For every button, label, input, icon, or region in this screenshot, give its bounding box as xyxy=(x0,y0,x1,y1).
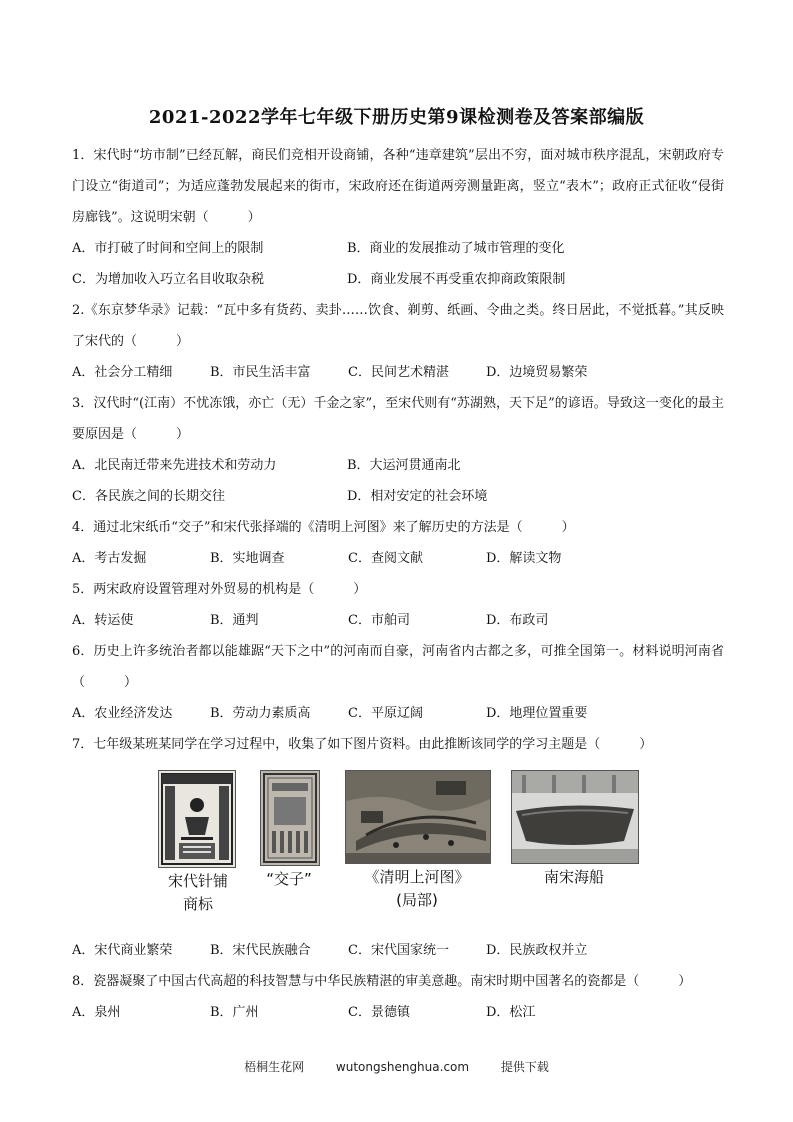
option-c: C．宋代国家统一 xyxy=(348,943,449,958)
image-southern-song-ship xyxy=(508,770,640,887)
option-d: D．边境贸易繁荣 xyxy=(486,365,588,380)
question-4-options xyxy=(72,543,724,574)
question-3-options xyxy=(72,450,724,512)
footer-url[interactable]: wutongshenghua.com xyxy=(335,1060,470,1074)
question-7: 7．七年级某班某同学在学习过程中，收集了如下图片资料。由此推断该同学的学习主题是（ ） xyxy=(72,737,653,752)
option-a: A．宋代商业繁荣 xyxy=(72,943,173,958)
caption-line-2: 商标 xyxy=(182,895,213,913)
option-d: D．解读文物 xyxy=(486,551,562,566)
option-c: C．民间艺术精湛 xyxy=(348,365,449,380)
caption-line-1: 《清明上河图》 xyxy=(364,868,470,886)
painting-picture xyxy=(345,770,491,864)
option-c: C．景德镇 xyxy=(348,1005,410,1020)
option-a: A．社会分工精细 xyxy=(72,365,173,380)
ship-picture xyxy=(511,770,639,864)
option-b: B．商业的发展推动了城市管理的变化 xyxy=(347,241,565,256)
option-b: B．宋代民族融合 xyxy=(210,943,311,958)
question-2: 2.《东京梦华录》记载：“瓦中多有货药、卖卦……饮食、剃剪、纸画、令曲之类。终日居此，不觉抵暮。”其反映了宋代的（ ） xyxy=(72,303,724,349)
option-c: C．市舶司 xyxy=(348,613,410,628)
option-d: D．布政司 xyxy=(486,613,549,628)
question-7-images xyxy=(72,764,724,929)
question-8: 8．瓷器凝聚了中国古代高超的科技智慧与中华民族精湛的审美意趣。南宋时期中国著名的瓷都是（ ） xyxy=(72,974,692,989)
question-list xyxy=(72,140,724,1028)
option-b: B．实地调查 xyxy=(210,551,285,566)
jiaozi-picture xyxy=(260,770,320,866)
caption-line-1: 南宋海船 xyxy=(543,868,604,886)
image-qingming-painting xyxy=(342,770,492,910)
question-3: 3．汉代时“(江南）不忧冻饿，亦亡（无）千金之家”，至宋代则有“苏湖熟，天下足”的谚语。导致这一变化的最主要原因是（ ） xyxy=(72,396,724,442)
question-7-options xyxy=(72,935,724,966)
caption-line-1: 宋代针铺 xyxy=(167,872,228,890)
caption-line-2: (局部) xyxy=(396,891,438,909)
option-a: A．市打破了时间和空间上的限制 xyxy=(72,241,264,256)
option-b: B．市民生活丰富 xyxy=(210,365,311,380)
option-d: D．商业发展不再受重农抑商政策限制 xyxy=(347,272,566,287)
footer-note: 提供下载 xyxy=(500,1060,549,1074)
option-b: B．大运河贯通南北 xyxy=(347,458,461,473)
option-b: B．通判 xyxy=(210,613,259,628)
question-1: 1．宋代时“坊市制”已经瓦解，商民们竞相开设商铺，各种“违章建筑”层出不穷，面对城市秩序混乱，宋朝政府专门设立“街道司”；为适应蓬勃发展起来的街市，宋政府还在街道两旁测量距离，竖立“表木”；政府正式征收“侵街房廊钱”。这说明宋朝（ ） xyxy=(72,148,724,225)
option-a: A．农业经济发达 xyxy=(72,706,173,721)
option-b: B．广州 xyxy=(210,1005,259,1020)
option-a: A．考古发掘 xyxy=(72,551,147,566)
image-jiaozi xyxy=(254,770,324,889)
option-d: D．民族政权并立 xyxy=(486,943,588,958)
option-b: B．劳动力素质高 xyxy=(210,706,311,721)
caption-line-1: “交子” xyxy=(266,870,312,888)
question-4: 4．通过北宋纸币“交子”和宋代张择端的《清明上河图》来了解历史的方法是（ ） xyxy=(72,520,575,535)
question-1-options xyxy=(72,233,724,295)
image-needle-shop-trademark xyxy=(158,770,238,914)
option-a: A．北民南迁带来先进技术和劳动力 xyxy=(72,458,277,473)
option-a: A．转运使 xyxy=(72,613,134,628)
option-d: D．地理位置重要 xyxy=(486,706,588,721)
option-c: C．查阅文献 xyxy=(348,551,423,566)
page-footer xyxy=(0,1058,793,1075)
footer-site-name: 梧桐生花网 xyxy=(244,1060,305,1074)
option-c: C．为增加收入巧立名目收取杂税 xyxy=(72,272,264,287)
question-5: 5．两宋政府设置管理对外贸易的机构是（ ） xyxy=(72,582,367,597)
option-d: D．松江 xyxy=(486,1005,536,1020)
option-d: D．相对安定的社会环境 xyxy=(347,489,488,504)
question-2-options xyxy=(72,357,724,388)
page-title: 2021-2022学年七年级下册历史第9课检测卷及答案部编版 xyxy=(148,107,645,128)
option-c: C．各民族之间的长期交往 xyxy=(72,489,225,504)
question-8-options xyxy=(72,997,724,1028)
question-6-options xyxy=(72,698,724,729)
trademark-picture xyxy=(158,770,236,868)
question-5-options xyxy=(72,605,724,636)
option-a: A．泉州 xyxy=(72,1005,121,1020)
question-6: 6．历史上许多统治者都以能雄踞“天下之中”的河南而自豪，河南省内古都之多，可推全国第一。材料说明河南省（ ） xyxy=(72,644,724,690)
option-c: C．平原辽阔 xyxy=(348,706,423,721)
